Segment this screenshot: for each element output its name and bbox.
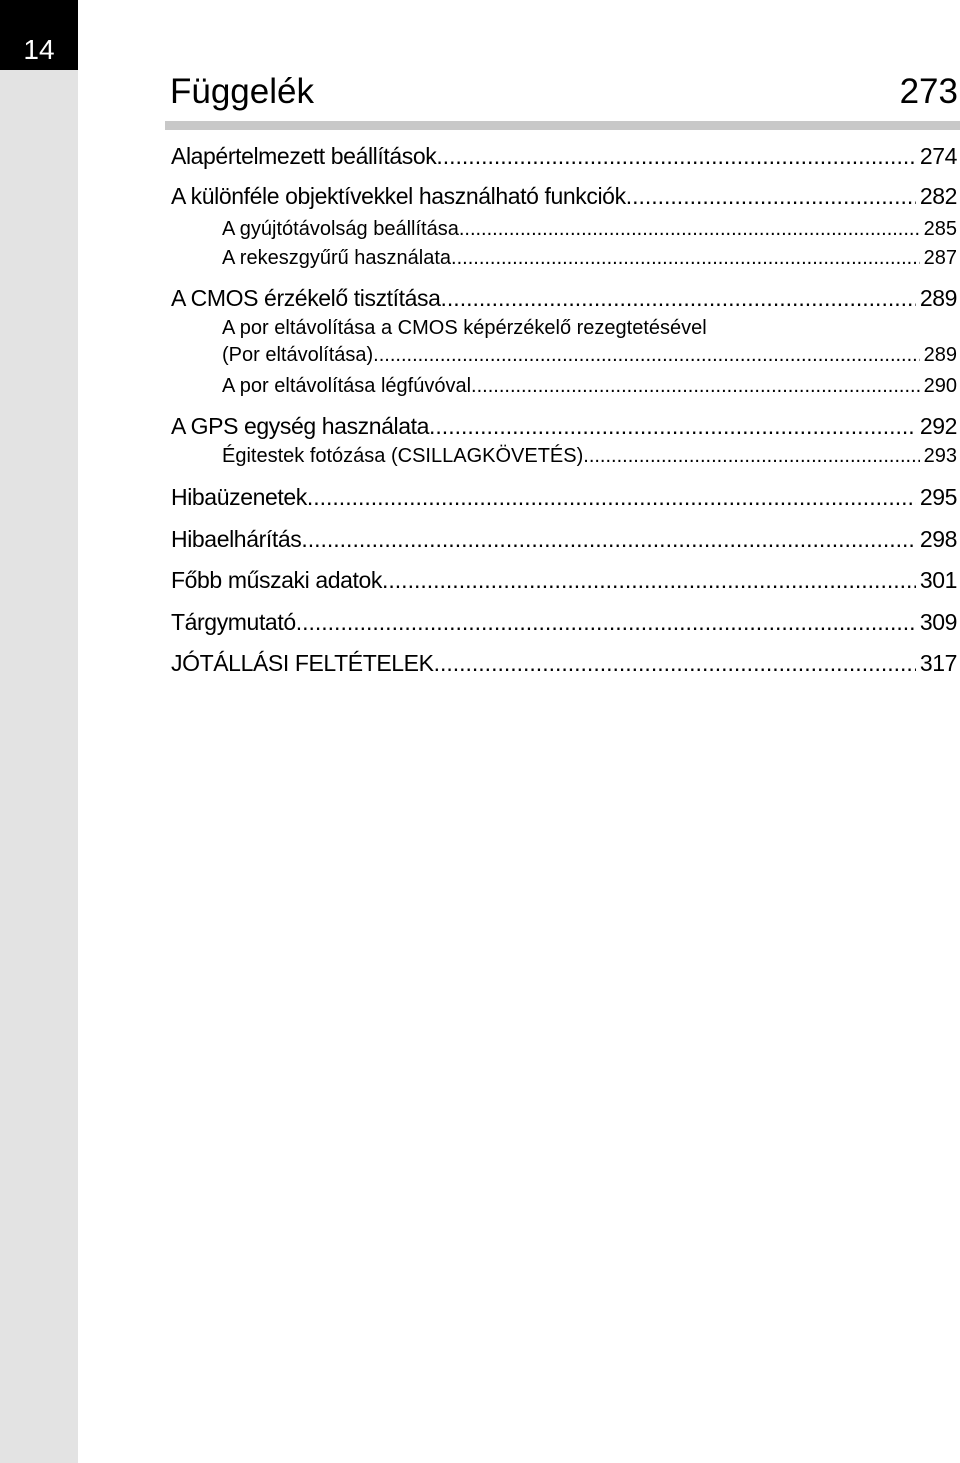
side-margin-bar (0, 0, 78, 1463)
toc-subentry[interactable] (222, 247, 957, 270)
dot-leader (471, 375, 920, 398)
toc-subentry[interactable] (222, 218, 957, 241)
toc-entry-title: A gyújtótávolság beállítása (222, 218, 459, 240)
toc-entry-page: 285 (923, 218, 957, 240)
toc-entry[interactable] (171, 413, 957, 440)
chapter-divider (165, 121, 960, 130)
toc-entry-title: A por eltávolítása a CMOS képérzékelő rezegtetésével (222, 317, 707, 339)
toc-entry-page: 289 (919, 285, 957, 311)
toc-entry-title: Hibaelhárítás (171, 526, 302, 552)
dot-leader (441, 285, 916, 312)
toc-entry-page: 309 (919, 609, 957, 635)
toc-entry[interactable] (171, 650, 957, 677)
toc-entry-title: Hibaüzenetek (171, 484, 307, 510)
dot-leader (429, 413, 916, 440)
page-number: 14 (23, 34, 55, 65)
toc-entry-page: 298 (919, 526, 957, 552)
chapter-page: 273 (899, 72, 958, 111)
toc-entry[interactable] (171, 526, 957, 553)
toc-entry-title: A GPS egység használata (171, 413, 430, 439)
toc-entry-title: (Por eltávolítása) (222, 344, 374, 366)
toc-entry-page: 289 (923, 344, 957, 366)
toc-entry-title: JÓTÁLLÁSI FELTÉTELEK (171, 650, 434, 676)
dot-leader (373, 344, 919, 367)
dot-leader (301, 526, 915, 553)
toc-entry-page: 295 (919, 484, 957, 510)
dot-leader (583, 445, 919, 468)
toc-entry-title: Tárgymutató (171, 609, 296, 635)
toc-entry[interactable] (171, 609, 957, 636)
dot-leader (296, 609, 916, 636)
page-number-tab (0, 0, 78, 70)
toc-entry[interactable] (171, 183, 957, 210)
toc-entry-page: 287 (923, 247, 957, 269)
toc-entry[interactable] (171, 285, 957, 312)
toc-entry-page: 317 (919, 650, 957, 676)
toc-subentry[interactable] (222, 344, 957, 367)
toc-subentry[interactable] (222, 375, 957, 398)
dot-leader (459, 218, 920, 241)
toc-entry[interactable] (171, 143, 957, 170)
dot-leader (307, 484, 916, 511)
toc-subentry[interactable] (222, 317, 957, 340)
dot-leader (382, 567, 916, 594)
toc-entry-page: 290 (923, 375, 957, 397)
toc-entry-page: 301 (919, 567, 957, 593)
dot-leader (434, 650, 916, 677)
toc-entry[interactable] (171, 484, 957, 511)
toc-entry[interactable] (171, 567, 957, 594)
toc-entry-title: A különféle objektívekkel használható funkciók (171, 183, 626, 209)
toc-entry-title: Főbb műszaki adatok (171, 567, 383, 593)
chapter-title: Függelék (170, 72, 314, 111)
toc-entry-page: 293 (923, 445, 957, 467)
toc-entry-page: 274 (919, 143, 957, 169)
toc-entry-page: 282 (919, 183, 957, 209)
chapter-heading (170, 67, 958, 117)
toc-entry-title: A por eltávolítása légfúvóval (222, 375, 472, 397)
dot-leader (436, 143, 915, 170)
toc-entry-title: Alapértelmezett beállítások (171, 143, 437, 169)
toc-entry-title: Égitestek fotózása (CSILLAGKÖVETÉS) (222, 445, 584, 467)
toc-entry-title: A CMOS érzékelő tisztítása (171, 285, 441, 311)
toc-entry-title: A rekeszgyűrű használata (222, 247, 452, 269)
dot-leader (451, 247, 920, 270)
toc-subentry[interactable] (222, 445, 957, 468)
dot-leader (626, 183, 916, 210)
toc-entry-page: 292 (919, 413, 957, 439)
